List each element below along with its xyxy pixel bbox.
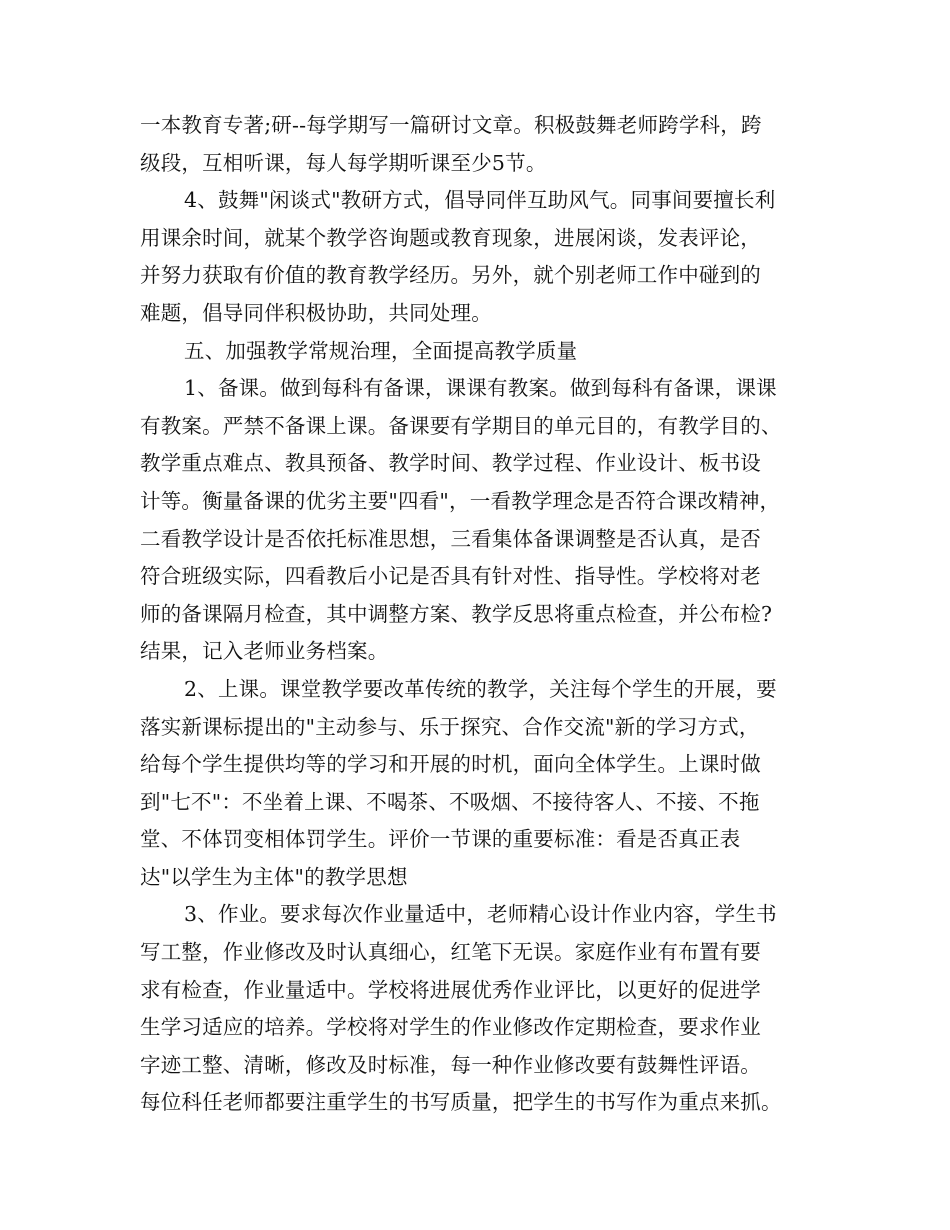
paragraph-start-line: 4、鼓舞"闲谈式"教研方式，倡导同伴互助风气。同事间要擅长利 bbox=[184, 188, 776, 213]
text-line: 字迹工整、清晰，修改及时标准，每一种作业修改要有鼓舞性评语。 bbox=[140, 1052, 761, 1077]
text-line: 写工整，作业修改及时认真细心，红笔下无误。家庭作业有布置有要 bbox=[140, 940, 761, 965]
text-line: 每位科任老师都要注重学生的书写质量，把学生的书写作为重点来抓。 bbox=[140, 1090, 782, 1115]
text-line: 落实新课标提出的"主动参与、乐于探究、合作交流"新的学习方式， bbox=[140, 714, 760, 739]
document-body bbox=[140, 107, 820, 1122]
text-line: 求有检查，作业量适中。学校将进展优秀作业评比，以更好的促进学 bbox=[140, 977, 761, 1002]
text-line: 达"以学生为主体"的教学思想 bbox=[140, 864, 408, 889]
text-line: 生学习适应的培养。学校将对学生的作业修改作定期检查，要求作业 bbox=[140, 1015, 761, 1040]
text-line: 堂、不体罚变相体罚学生。评价一节课的重要标准：看是否真正表 bbox=[140, 827, 741, 852]
text-line: 符合班级实际，四看教后小记是否具有针对性、指导性。学校将对老 bbox=[140, 564, 761, 589]
text-line: 级段，互相听课，每人每学期听课至少5节。 bbox=[140, 150, 547, 175]
text-line: 难题，倡导同伴积极协助，共同处理。 bbox=[140, 300, 492, 325]
paragraph-start-line: 1、备课。做到每科有备课，课课有教案。做到每科有备课，课课 bbox=[184, 376, 777, 401]
text-line: 计等。衡量备课的优劣主要"四看"，一看教学理念是否符合课改精神， bbox=[140, 488, 781, 513]
text-line: 有教案。严禁不备课上课。备课要有学期目的单元目的，有教学目的、 bbox=[140, 413, 782, 438]
text-line: 结果，记入老师业务档案。 bbox=[140, 639, 389, 664]
text-line: 用课余时间，就某个教学咨询题或教育现象，进展闲谈，发表评论， bbox=[140, 225, 761, 250]
text-line: 到"七不"：不坐着上课、不喝茶、不吸烟、不接待客人、不接、不拖 bbox=[140, 789, 760, 814]
text-line: 一本教育专著;研--每学期写一篇研讨文章。积极鼓舞老师跨学科，跨 bbox=[140, 113, 762, 137]
paragraph-start-line: 2、上课。课堂教学要改革传统的教学，关注每个学生的开展，要 bbox=[184, 676, 777, 701]
text-line: 师的备课隔月检查，其中调整方案、教学反思将重点检查，并公布检? bbox=[140, 601, 773, 626]
section-heading: 五、加强教学常规治理，全面提高教学质量 bbox=[184, 338, 578, 363]
text-line: 给每个学生提供均等的学习和开展的时机，面向全体学生。上课时做 bbox=[140, 752, 761, 777]
text-line: 二看教学设计是否依托标准思想，三看集体备课调整是否认真，是否 bbox=[140, 526, 761, 551]
text-line: 教学重点难点、教具预备、教学时间、教学过程、作业设计、板书设 bbox=[140, 451, 761, 476]
text-line: 并努力获取有价值的教育教学经历。另外，就个别老师工作中碰到的 bbox=[140, 263, 761, 288]
paragraph-start-line: 3、作业。要求每次作业量适中，老师精心设计作业内容，学生书 bbox=[184, 902, 777, 927]
